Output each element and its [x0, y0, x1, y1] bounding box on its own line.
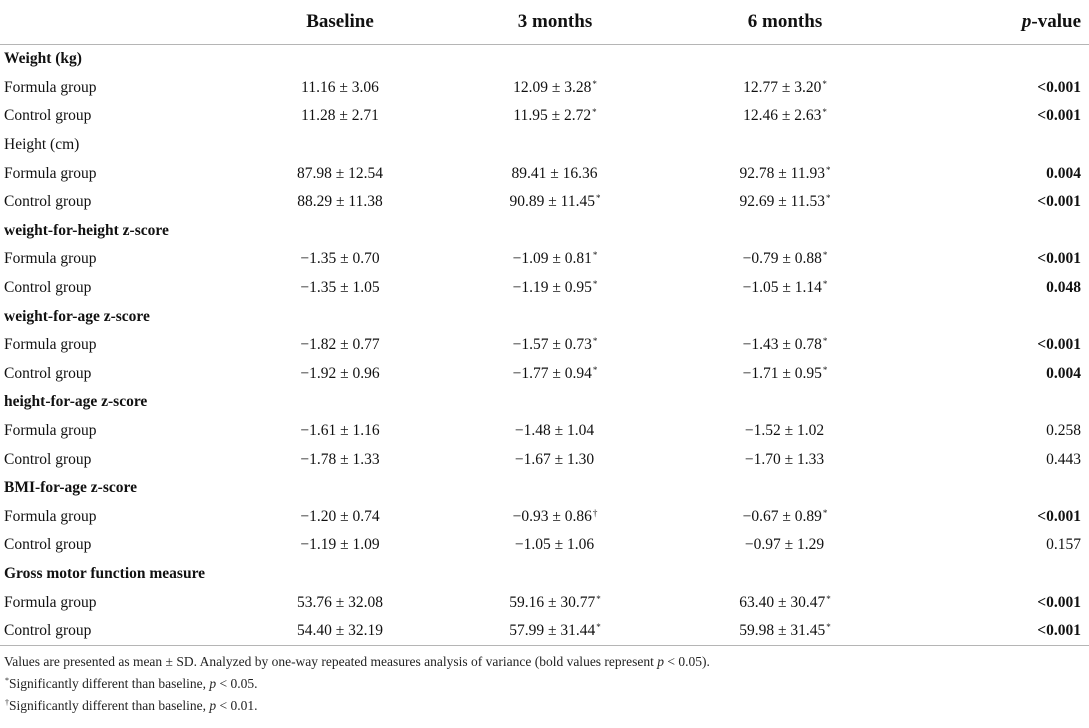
- footnote-asterisk: [4, 671, 1089, 693]
- month6-cell-value: 12.46 ± 2.63: [743, 107, 822, 125]
- month6-cell: [670, 274, 900, 303]
- section-row: [0, 131, 1089, 160]
- significance-mark: *: [825, 164, 831, 175]
- month3-cell-value: 57.99 ± 31.44: [509, 622, 596, 640]
- group-label: Control group: [4, 279, 92, 297]
- header-6-months: 6 months: [670, 0, 900, 45]
- month6-cell-value: −1.70 ± 1.33: [744, 450, 825, 468]
- month3-cell: [440, 617, 670, 646]
- dagger-mark: †: [5, 698, 9, 708]
- group-label: Formula group: [4, 164, 97, 182]
- table-footnotes: [0, 652, 1089, 715]
- p-value-cell: 0.048: [1046, 279, 1081, 297]
- significance-mark: *: [592, 364, 598, 375]
- significance-mark: *: [822, 250, 828, 261]
- table-row: [0, 274, 1089, 303]
- footnote-asterisk-end: < 0.05.: [216, 676, 258, 692]
- month6-cell-value: −1.43 ± 0.78: [742, 336, 822, 354]
- baseline-cell: −1.35 ± 0.70: [300, 250, 380, 268]
- significance-mark: *: [822, 78, 827, 89]
- table-row: [0, 331, 1089, 360]
- month6-cell-value: 92.78 ± 11.93: [739, 164, 825, 182]
- month3-cell: [440, 245, 670, 274]
- month3-cell: [440, 274, 670, 303]
- group-label: Control group: [4, 107, 92, 125]
- month6-cell: [670, 531, 900, 560]
- month6-cell-value: 63.40 ± 30.47: [739, 593, 826, 611]
- month3-cell: [440, 102, 670, 131]
- footnote-p-italic: p: [209, 676, 217, 692]
- month3-cell-value: −1.77 ± 0.94: [512, 364, 592, 382]
- footnote-values-end: < 0.05).: [664, 654, 710, 670]
- header-empty: [0, 0, 240, 45]
- table-header: [0, 0, 1089, 45]
- footnote-dagger: [4, 693, 1089, 715]
- month3-cell-value: −0.93 ± 0.86: [512, 507, 592, 525]
- group-label: Formula group: [4, 507, 97, 525]
- table-row: [0, 159, 1089, 188]
- month3-cell-value: −1.19 ± 0.95: [512, 279, 592, 297]
- month6-cell-value: −1.71 ± 0.95: [742, 364, 822, 382]
- footnote-p-italic: p: [657, 654, 665, 670]
- section-row: [0, 560, 1089, 589]
- group-label: Control group: [4, 450, 92, 468]
- significance-mark: *: [822, 364, 828, 375]
- month6-cell: [670, 417, 900, 446]
- significance-mark: *: [826, 593, 831, 604]
- month3-cell: [440, 188, 670, 217]
- p-value-cell: 0.004: [1046, 364, 1081, 382]
- table-row: [0, 617, 1089, 646]
- baseline-cell: 11.28 ± 2.71: [301, 107, 379, 125]
- baseline-cell: −1.61 ± 1.16: [300, 422, 380, 440]
- baseline-cell: −1.92 ± 0.96: [300, 364, 380, 382]
- section-label: Weight (kg): [4, 50, 82, 68]
- footnote-dagger-text: Significantly different than baseline,: [9, 698, 210, 714]
- month3-cell: [440, 503, 670, 532]
- significance-mark: *: [592, 250, 598, 261]
- significance-mark: *: [825, 193, 831, 204]
- month3-cell: [440, 331, 670, 360]
- month6-cell: [670, 245, 900, 274]
- p-value-cell: <0.001: [1037, 507, 1081, 525]
- section-label: weight-for-height z-score: [4, 221, 169, 239]
- footnote-values: [4, 652, 1089, 671]
- table-row: [0, 503, 1089, 532]
- month3-cell: [440, 588, 670, 617]
- month3-cell: [440, 74, 670, 103]
- table-row: [0, 531, 1089, 560]
- baseline-cell: 11.16 ± 3.06: [301, 78, 379, 96]
- section-label: Height (cm): [4, 136, 80, 154]
- month6-cell: [670, 617, 900, 646]
- month6-cell: [670, 102, 900, 131]
- month3-cell-value: −1.05 ± 1.06: [514, 536, 595, 554]
- baseline-cell: −1.20 ± 0.74: [300, 507, 380, 525]
- footnote-values-text: Values are presented as mean ± SD. Analyzed by one-way repeated measures analysis of variance (bold values represent: [4, 654, 658, 670]
- section-row: [0, 302, 1089, 331]
- table-row: [0, 74, 1089, 103]
- section-row: [0, 217, 1089, 246]
- month6-cell-value: 92.69 ± 11.53: [739, 193, 825, 211]
- month3-cell-value: 59.16 ± 30.77: [509, 593, 596, 611]
- baseline-cell: −1.35 ± 1.05: [300, 279, 380, 297]
- header-baseline: Baseline: [240, 0, 440, 45]
- significance-mark: *: [592, 107, 597, 118]
- month6-cell: [670, 360, 900, 389]
- month3-cell-value: −1.67 ± 1.30: [514, 450, 595, 468]
- month3-cell-value: −1.48 ± 1.04: [514, 422, 595, 440]
- baseline-cell: 88.29 ± 11.38: [297, 193, 383, 211]
- month3-cell: [440, 417, 670, 446]
- header-row: [0, 0, 1089, 45]
- footnote-p-italic: p: [209, 698, 217, 714]
- header-p-suffix: -value: [1031, 11, 1081, 32]
- month6-cell-value: −0.79 ± 0.88: [742, 250, 822, 268]
- month6-cell-value: −0.97 ± 1.29: [744, 536, 825, 554]
- significance-mark: *: [822, 336, 828, 347]
- significance-mark: *: [822, 107, 827, 118]
- month3-cell: [440, 159, 670, 188]
- table-row: [0, 102, 1089, 131]
- section-label: Gross motor function measure: [4, 564, 206, 582]
- table-row: [0, 417, 1089, 446]
- month6-cell: [670, 188, 900, 217]
- group-label: Formula group: [4, 336, 97, 354]
- month3-cell: [440, 360, 670, 389]
- p-value-cell: 0.157: [1046, 536, 1081, 554]
- significance-mark: *: [592, 279, 598, 290]
- group-label: Formula group: [4, 593, 97, 611]
- baseline-cell: −1.78 ± 1.33: [300, 450, 380, 468]
- section-label: height-for-age z-score: [4, 393, 148, 411]
- section-row: [0, 388, 1089, 417]
- significance-mark: *: [595, 193, 601, 204]
- group-label: Control group: [0, 617, 240, 646]
- table-row: [0, 245, 1089, 274]
- significance-mark: *: [596, 622, 601, 633]
- footnote-dagger-end: < 0.01.: [216, 698, 258, 714]
- section-label: BMI-for-age z-score: [4, 479, 137, 497]
- header-p-letter: p: [1021, 11, 1032, 32]
- baseline-cell: −1.19 ± 1.09: [300, 536, 380, 554]
- group-label: Control group: [4, 193, 92, 211]
- section-row: [0, 474, 1089, 503]
- group-label: Formula group: [4, 250, 97, 268]
- group-label: Control group: [4, 364, 92, 382]
- month3-cell-value: −1.57 ± 0.73: [512, 336, 592, 354]
- header-p-value: [900, 0, 1089, 45]
- table-row: [0, 360, 1089, 389]
- significance-mark: *: [592, 336, 598, 347]
- footnote-asterisk-text: Significantly different than baseline,: [9, 676, 210, 692]
- month6-cell-value: 59.98 ± 31.45: [739, 622, 826, 640]
- baseline-cell: 54.40 ± 32.19: [240, 617, 440, 646]
- month3-cell: [440, 531, 670, 560]
- baseline-cell: 87.98 ± 12.54: [296, 164, 383, 182]
- p-value-cell: <0.001: [1037, 78, 1081, 96]
- p-value-cell: 0.258: [1046, 422, 1081, 440]
- section-row: [0, 45, 1089, 74]
- significance-mark: *: [592, 78, 597, 89]
- section-label: weight-for-age z-score: [4, 307, 150, 325]
- month6-cell-value: −1.52 ± 1.02: [744, 422, 825, 440]
- p-value-cell: <0.001: [1037, 107, 1081, 125]
- baseline-cell: −1.82 ± 0.77: [300, 336, 380, 354]
- significance-mark: *: [822, 279, 828, 290]
- month6-cell-value: −0.67 ± 0.89: [742, 507, 822, 525]
- table-body: [0, 45, 1089, 646]
- asterisk-mark: *: [5, 676, 9, 686]
- table-row: [0, 188, 1089, 217]
- p-value-cell: <0.001: [1037, 593, 1081, 611]
- significance-mark: *: [826, 622, 831, 633]
- month6-cell: [670, 503, 900, 532]
- p-value-cell: 0.004: [1046, 164, 1081, 182]
- table-row: [0, 445, 1089, 474]
- significance-mark: *: [822, 507, 828, 518]
- p-value-cell: <0.001: [900, 617, 1089, 646]
- group-label: Formula group: [4, 78, 97, 96]
- header-3-months: 3 months: [440, 0, 670, 45]
- group-label: Formula group: [4, 422, 97, 440]
- month3-cell-value: 89.41 ± 16.36: [511, 164, 598, 182]
- p-value-cell: 0.443: [1046, 450, 1081, 468]
- group-label: Control group: [4, 536, 92, 554]
- month6-cell: [670, 159, 900, 188]
- significance-mark: *: [596, 593, 601, 604]
- month3-cell-value: −1.09 ± 0.81: [512, 250, 592, 268]
- month6-cell-value: −1.05 ± 1.14: [742, 279, 822, 297]
- month3-cell-value: 12.09 ± 3.28: [513, 78, 592, 96]
- month3-cell-value: 90.89 ± 11.45: [509, 193, 595, 211]
- month6-cell-value: 12.77 ± 3.20: [743, 78, 822, 96]
- month6-cell: [670, 74, 900, 103]
- baseline-cell: 53.76 ± 32.08: [296, 593, 383, 611]
- significance-mark: †: [592, 507, 598, 518]
- month3-cell: [440, 445, 670, 474]
- month6-cell: [670, 445, 900, 474]
- table-row: [0, 588, 1089, 617]
- month6-cell: [670, 588, 900, 617]
- month6-cell: [670, 331, 900, 360]
- p-value-cell: <0.001: [1037, 250, 1081, 268]
- month3-cell-value: 11.95 ± 2.72: [513, 107, 592, 125]
- p-value-cell: <0.001: [1037, 336, 1081, 354]
- p-value-cell: <0.001: [1037, 193, 1081, 211]
